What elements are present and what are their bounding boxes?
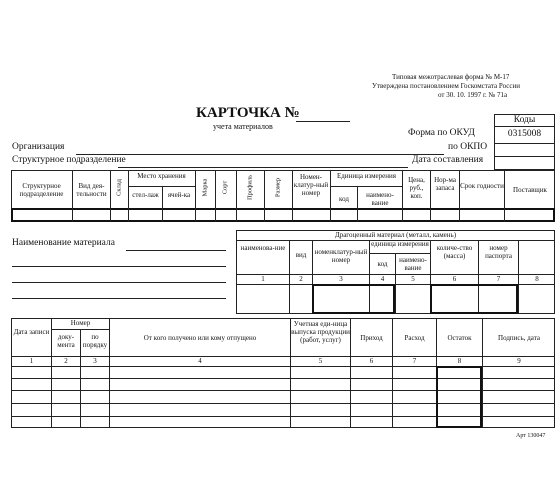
col-stock-norm: Нор-ма запаса: [434, 176, 456, 193]
material-name-label: Наименование материала: [12, 238, 115, 248]
pm-col-passport: номер паспорта: [485, 244, 512, 261]
col-rack: стел-лаж: [132, 191, 159, 199]
mv-col-number: Номер: [70, 319, 91, 327]
col-warehouse: Склад: [115, 179, 123, 196]
mv-num-7: 7: [412, 357, 417, 365]
pm-col-unit-name: наимено-вание: [399, 256, 427, 273]
article-code: Арт 130047: [516, 433, 546, 439]
okud-code: 0315008: [507, 129, 542, 139]
col-shelf-life: Срок годности: [460, 182, 504, 190]
precious-material-title: Драгоценный материал (металл, камень): [334, 231, 457, 239]
mv-num-2: 2: [64, 357, 68, 365]
card-subtitle: учета материалов: [213, 122, 273, 131]
material-name-line-4[interactable]: [12, 298, 226, 299]
mv-num-6: 6: [369, 357, 374, 365]
mv-col-date: Дата записи: [13, 328, 50, 336]
form-date-line: от 30. 10. 1997 г. № 71а: [438, 91, 508, 99]
material-header-entry-row[interactable]: [11, 208, 555, 222]
col-unit: Единица измерения: [337, 172, 396, 180]
col-price: Цена, руб., коп.: [408, 176, 425, 201]
balance-entry-block[interactable]: [436, 366, 482, 428]
card-number-line: [296, 121, 350, 122]
date-label: Дата составления: [412, 155, 484, 165]
mv-num-1: 1: [29, 357, 34, 365]
pm-col-nomenclature: номенклатур-ный номер: [314, 248, 368, 265]
mv-col-signature: Подпись, дата: [498, 334, 540, 342]
form-approval-line: Утверждена постановлением Госкомстата России: [372, 82, 520, 90]
col-size: Размер: [274, 177, 282, 198]
organization-field[interactable]: [76, 154, 444, 155]
pm-col-name: наименова-ние: [240, 244, 286, 252]
card-title: КАРТОЧКА №: [196, 105, 300, 121]
mv-col-doc-number: доку-мента: [57, 333, 75, 350]
col-nomenclature: Номен-клатур-ный номер: [293, 173, 329, 198]
okpo-label: по ОКПО: [448, 142, 488, 152]
codes-label: Коды: [513, 115, 536, 125]
material-name-line-3[interactable]: [12, 282, 226, 283]
okud-label: Форма по ОКУД: [408, 128, 475, 138]
mv-col-expense: Расход: [404, 334, 425, 342]
pm-num-5: 5: [411, 275, 415, 283]
pm-col-quantity: количе-ство (масса): [436, 244, 473, 261]
pm-num-4: 4: [380, 275, 385, 283]
department-label: Структурное подразделение: [12, 155, 126, 165]
form-type-line: Типовая межотраслевая форма № М-17: [392, 73, 510, 81]
mv-num-5: 5: [318, 357, 323, 365]
pm-num-6: 6: [452, 275, 457, 283]
pm-num-1: 1: [261, 275, 265, 283]
pm-col-unit: единица измерения: [371, 240, 429, 248]
col-storage-place: Место хранения: [137, 172, 186, 180]
col-activity-type: Вид дея-тельности: [76, 182, 107, 199]
pm-num-7: 7: [496, 275, 501, 283]
pm-col-unit-code: код: [377, 260, 388, 268]
precious-entry-block-1[interactable]: [312, 284, 395, 314]
material-name-line-2[interactable]: [12, 266, 226, 267]
mv-col-receipt: Приход: [360, 334, 383, 342]
precious-entry-block-2[interactable]: [430, 284, 518, 314]
col-profile: Профиль: [246, 174, 254, 201]
col-cell: ячей-ка: [167, 191, 191, 199]
mv-num-8: 8: [457, 357, 462, 365]
mv-num-9: 9: [517, 357, 521, 365]
pm-num-2: 2: [299, 275, 303, 283]
department-field[interactable]: [118, 167, 408, 168]
material-name-field[interactable]: [126, 250, 226, 251]
col-structural-unit: Структурное подразделение: [19, 182, 64, 199]
pm-num-3: 3: [339, 275, 343, 283]
mv-num-3: 3: [93, 357, 97, 365]
col-unit-code: код: [339, 195, 349, 203]
organization-label: Организация: [12, 142, 65, 152]
mv-num-4: 4: [198, 357, 202, 365]
mv-col-accounting-unit: Учетная еди-ница выпуска продукции (работ, услуг): [291, 320, 350, 345]
mv-col-from-to: От кого получено или кому отпущено: [143, 334, 257, 342]
pm-col-type: вид: [295, 251, 307, 259]
col-supplier: Поставщик: [513, 186, 547, 194]
mv-col-balance: Остаток: [447, 334, 472, 342]
mv-col-seq-number: по порядку: [82, 333, 108, 350]
col-brand: Марка: [201, 178, 209, 197]
col-unit-name: наимено-вание: [366, 191, 394, 208]
col-grade: Сорт: [221, 180, 229, 195]
pm-num-8: 8: [535, 275, 539, 283]
